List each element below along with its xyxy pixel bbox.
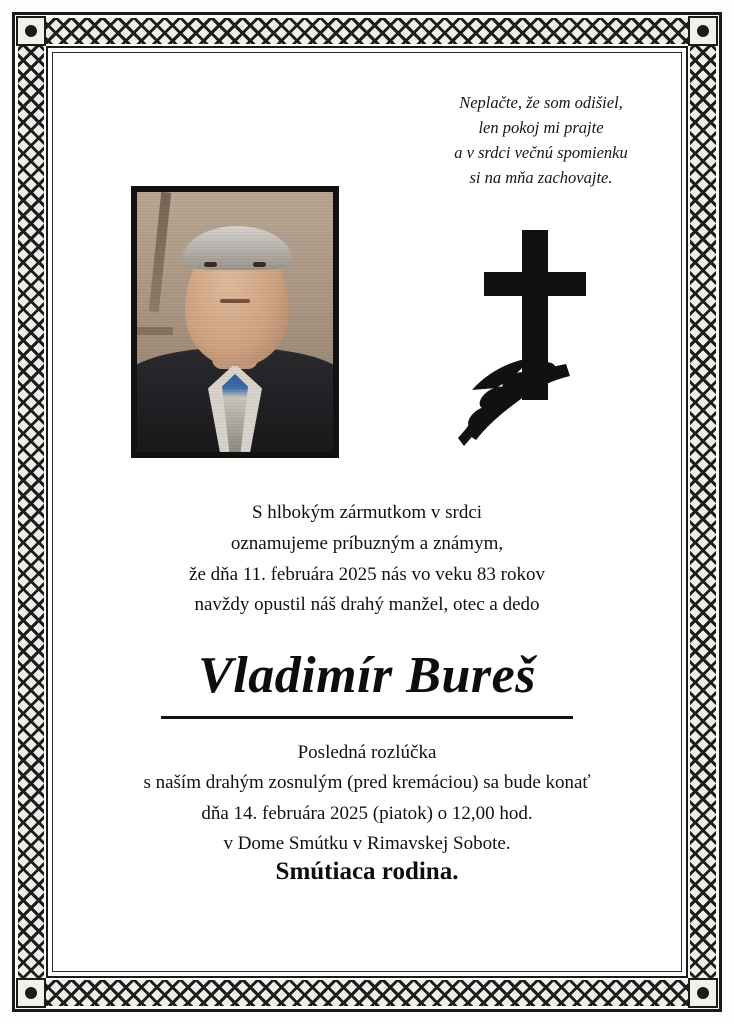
announcement-line-3: že dňa 11. februára 2025 nás vo veku 83 rokov (189, 563, 545, 585)
poem-line-1: Neplačte, že som odišiel, (459, 93, 623, 112)
farewell-details (58, 738, 676, 860)
deceased-name: Vladimír Bureš (198, 647, 536, 704)
poem-line-3: a v srdci večnú spomienku (454, 143, 628, 163)
signoff-text: Smútiaca rodina. (275, 858, 459, 885)
name-underline (161, 716, 573, 719)
portrait-eye-right (253, 262, 266, 267)
card-content (58, 58, 676, 966)
farewell-line-1: Posledná rozlúčka (297, 742, 437, 763)
portrait-photo-frame (131, 186, 339, 458)
corner-rosette-bottom-right (688, 978, 718, 1008)
memorial-poem (410, 90, 672, 190)
portrait-mouth (220, 299, 250, 303)
cross-with-wreath-icon (450, 220, 626, 446)
portrait-photo (137, 192, 333, 452)
braid-band-right (690, 18, 716, 1006)
announcement-text (58, 498, 676, 621)
corner-rosette-top-left (16, 16, 46, 46)
corner-rosette-top-right (688, 16, 718, 46)
braid-band-left (18, 18, 44, 1006)
farewell-line-4: v Dome Smútku v Rimavskej Sobote. (223, 833, 511, 855)
farewell-line-3: dňa 14. februára 2025 (piatok) o 12,00 hod. (201, 802, 533, 824)
portrait-eye-left (204, 262, 217, 267)
poem-line-4: si na mňa zachovajte. (469, 168, 613, 188)
announcement-line-1: S hlbokým zármutkom v srdci (251, 502, 483, 523)
farewell-line-2: s naším drahým zosnulým (pred kremáciou) sa bude konať (143, 772, 591, 794)
corner-rosette-bottom-left (16, 978, 46, 1008)
braid-band-bottom (18, 980, 716, 1006)
announcement-line-2: oznamujeme príbuzným a známym, (230, 532, 504, 554)
photo-background-detail-2 (137, 327, 173, 335)
announcement-line-4: navždy opustil náš drahý manžel, otec a dedo (194, 594, 540, 616)
poem-line-2: len pokoj mi prajte (478, 118, 604, 138)
braid-band-top (18, 18, 716, 44)
